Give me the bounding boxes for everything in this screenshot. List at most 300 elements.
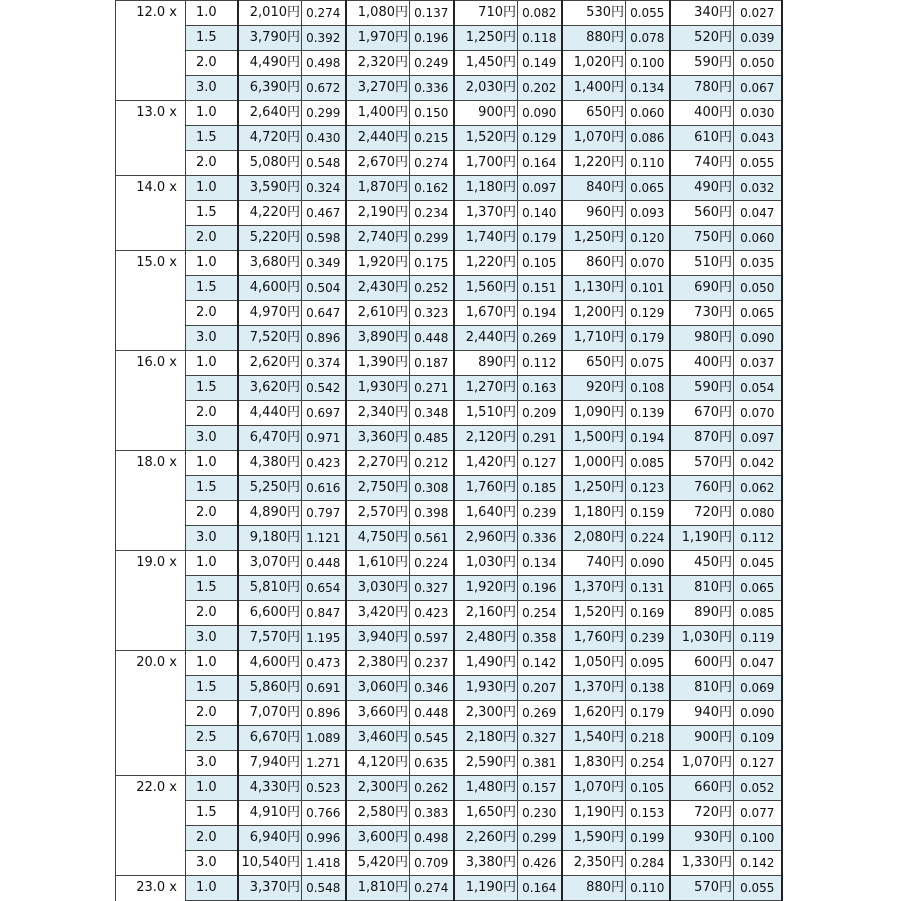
price-cell: 2,160円 (454, 601, 518, 626)
table-row (116, 326, 782, 351)
weight-cell: 0.080 (734, 501, 782, 526)
weight-cell: 0.090 (626, 551, 670, 576)
price-cell: 2,180円 (454, 726, 518, 751)
weight-cell: 0.062 (734, 476, 782, 501)
weight-cell: 0.164 (518, 876, 562, 901)
weight-cell: 0.448 (302, 551, 346, 576)
thickness-cell: 1.5 (186, 801, 238, 826)
price-cell: 960円 (562, 201, 626, 226)
table-row (116, 626, 782, 651)
weight-cell: 0.110 (626, 151, 670, 176)
weight-cell: 0.109 (734, 726, 782, 751)
size-cell (116, 701, 186, 726)
price-cell: 4,970円 (238, 301, 302, 326)
price-cell: 5,220円 (238, 226, 302, 251)
weight-cell: 0.423 (410, 601, 454, 626)
weight-cell: 0.070 (626, 251, 670, 276)
price-cell: 1,180円 (562, 501, 626, 526)
thickness-cell: 1.5 (186, 126, 238, 151)
price-cell: 4,600円 (238, 276, 302, 301)
weight-cell: 0.349 (302, 251, 346, 276)
weight-cell: 0.100 (626, 51, 670, 76)
weight-cell: 0.120 (626, 226, 670, 251)
weight-cell: 1.195 (302, 626, 346, 651)
weight-cell: 0.108 (626, 376, 670, 401)
weight-cell: 0.123 (626, 476, 670, 501)
price-cell: 1,650円 (454, 801, 518, 826)
size-cell: 12.0 x (116, 1, 186, 26)
thickness-cell: 1.0 (186, 451, 238, 476)
weight-cell: 0.097 (518, 176, 562, 201)
weight-cell: 0.164 (518, 151, 562, 176)
price-cell: 920円 (562, 376, 626, 401)
weight-cell: 0.467 (302, 201, 346, 226)
table-row (116, 276, 782, 301)
weight-cell: 0.054 (734, 376, 782, 401)
weight-cell: 0.101 (626, 276, 670, 301)
table-row (116, 301, 782, 326)
size-cell (116, 226, 186, 251)
price-cell: 450円 (670, 551, 734, 576)
price-cell: 1,500円 (562, 426, 626, 451)
size-cell (116, 51, 186, 76)
weight-cell: 0.112 (518, 351, 562, 376)
price-cell: 2,620円 (238, 351, 302, 376)
price-cell: 4,380円 (238, 451, 302, 476)
price-table (115, 0, 783, 901)
weight-cell: 0.709 (410, 851, 454, 876)
price-cell: 860円 (562, 251, 626, 276)
table-row (116, 701, 782, 726)
weight-cell: 0.032 (734, 176, 782, 201)
weight-cell: 0.060 (626, 101, 670, 126)
size-cell (116, 76, 186, 101)
price-cell: 880円 (562, 26, 626, 51)
weight-cell: 0.269 (518, 326, 562, 351)
weight-cell: 0.127 (734, 751, 782, 776)
weight-cell: 0.896 (302, 326, 346, 351)
price-cell: 650円 (562, 351, 626, 376)
weight-cell: 0.082 (518, 1, 562, 26)
price-cell: 2,570円 (346, 501, 410, 526)
weight-cell: 0.047 (734, 201, 782, 226)
size-cell (116, 851, 186, 876)
thickness-cell: 3.0 (186, 626, 238, 651)
weight-cell: 0.127 (518, 451, 562, 476)
weight-cell: 0.383 (410, 801, 454, 826)
table-row (116, 1, 782, 26)
table-row (116, 651, 782, 676)
size-cell: 18.0 x (116, 451, 186, 476)
weight-cell: 0.504 (302, 276, 346, 301)
weight-cell: 0.055 (734, 151, 782, 176)
price-cell: 4,120円 (346, 751, 410, 776)
table-row (116, 351, 782, 376)
price-cell: 4,330円 (238, 776, 302, 801)
price-cell: 2,320円 (346, 51, 410, 76)
weight-cell: 0.616 (302, 476, 346, 501)
size-cell: 13.0 x (116, 101, 186, 126)
price-cell: 570円 (670, 876, 734, 901)
price-cell: 2,350円 (562, 851, 626, 876)
price-cell: 720円 (670, 501, 734, 526)
weight-cell: 0.037 (734, 351, 782, 376)
price-cell: 1,400円 (346, 101, 410, 126)
price-cell: 4,440円 (238, 401, 302, 426)
weight-cell: 0.647 (302, 301, 346, 326)
weight-cell: 0.209 (518, 401, 562, 426)
weight-cell: 0.262 (410, 776, 454, 801)
price-cell: 5,860円 (238, 676, 302, 701)
price-cell: 1,640円 (454, 501, 518, 526)
table-row (116, 251, 782, 276)
weight-cell: 0.485 (410, 426, 454, 451)
price-cell: 2,430円 (346, 276, 410, 301)
weight-cell: 0.252 (410, 276, 454, 301)
price-cell: 900円 (670, 726, 734, 751)
weight-cell: 0.075 (626, 351, 670, 376)
thickness-cell: 2.0 (186, 401, 238, 426)
price-cell: 690円 (670, 276, 734, 301)
weight-cell: 0.523 (302, 776, 346, 801)
weight-cell: 0.896 (302, 701, 346, 726)
thickness-cell: 1.0 (186, 251, 238, 276)
price-cell: 4,910円 (238, 801, 302, 826)
thickness-cell: 1.5 (186, 476, 238, 501)
table-row (116, 451, 782, 476)
price-cell: 3,790円 (238, 26, 302, 51)
weight-cell: 0.105 (626, 776, 670, 801)
size-cell (116, 201, 186, 226)
table-row (116, 126, 782, 151)
weight-cell: 0.597 (410, 626, 454, 651)
weight-cell: 0.027 (734, 1, 782, 26)
price-cell: 5,420円 (346, 851, 410, 876)
weight-cell: 0.448 (410, 326, 454, 351)
price-cell: 3,590円 (238, 176, 302, 201)
weight-cell: 0.299 (518, 826, 562, 851)
weight-cell: 0.269 (518, 701, 562, 726)
price-cell: 2,260円 (454, 826, 518, 851)
price-cell: 1,030円 (454, 551, 518, 576)
price-cell: 760円 (670, 476, 734, 501)
price-cell: 3,270円 (346, 76, 410, 101)
price-cell: 2,120円 (454, 426, 518, 451)
price-cell: 1,370円 (562, 676, 626, 701)
size-cell: 22.0 x (116, 776, 186, 801)
weight-cell: 0.249 (410, 51, 454, 76)
weight-cell: 0.348 (410, 401, 454, 426)
price-cell: 1,670円 (454, 301, 518, 326)
weight-cell: 0.095 (626, 651, 670, 676)
price-cell: 3,620円 (238, 376, 302, 401)
thickness-cell: 2.0 (186, 301, 238, 326)
price-cell: 2,440円 (454, 326, 518, 351)
table-row (116, 676, 782, 701)
price-cell: 670円 (670, 401, 734, 426)
price-cell: 1,610円 (346, 551, 410, 576)
price-cell: 2,640円 (238, 101, 302, 126)
table-row (116, 201, 782, 226)
weight-cell: 0.043 (734, 126, 782, 151)
weight-cell: 0.254 (626, 751, 670, 776)
price-cell: 1,050円 (562, 651, 626, 676)
size-cell (116, 276, 186, 301)
weight-cell: 0.448 (410, 701, 454, 726)
size-cell: 23.0 x (116, 876, 186, 901)
price-cell: 1,080円 (346, 1, 410, 26)
weight-cell: 0.153 (626, 801, 670, 826)
price-cell: 2,590円 (454, 751, 518, 776)
weight-cell: 0.971 (302, 426, 346, 451)
weight-cell: 0.142 (734, 851, 782, 876)
weight-cell: 0.042 (734, 451, 782, 476)
price-cell: 4,750円 (346, 526, 410, 551)
table-row (116, 801, 782, 826)
price-cell: 900円 (454, 101, 518, 126)
thickness-cell: 1.5 (186, 376, 238, 401)
price-cell: 780円 (670, 76, 734, 101)
price-cell: 1,480円 (454, 776, 518, 801)
weight-cell: 0.271 (410, 376, 454, 401)
price-cell: 3,070円 (238, 551, 302, 576)
weight-cell: 0.069 (734, 676, 782, 701)
thickness-cell: 1.5 (186, 576, 238, 601)
size-cell (116, 801, 186, 826)
weight-cell: 0.327 (410, 576, 454, 601)
price-cell: 720円 (670, 801, 734, 826)
weight-cell: 0.381 (518, 751, 562, 776)
thickness-cell: 3.0 (186, 76, 238, 101)
weight-cell: 0.093 (626, 201, 670, 226)
weight-cell: 0.134 (626, 76, 670, 101)
weight-cell: 0.055 (626, 1, 670, 26)
weight-cell: 0.766 (302, 801, 346, 826)
price-cell: 7,940円 (238, 751, 302, 776)
thickness-cell: 2.5 (186, 726, 238, 751)
thickness-cell: 3.0 (186, 526, 238, 551)
weight-cell: 0.112 (734, 526, 782, 551)
weight-cell: 0.254 (518, 601, 562, 626)
price-cell: 1,330円 (670, 851, 734, 876)
weight-cell: 0.274 (410, 151, 454, 176)
table-row (116, 51, 782, 76)
price-cell: 4,600円 (238, 651, 302, 676)
table-row (116, 501, 782, 526)
thickness-cell: 1.0 (186, 651, 238, 676)
size-cell (116, 126, 186, 151)
price-cell: 1,930円 (454, 676, 518, 701)
price-cell: 1,920円 (454, 576, 518, 601)
weight-cell: 0.055 (734, 876, 782, 901)
price-cell: 6,600円 (238, 601, 302, 626)
weight-cell: 0.090 (734, 326, 782, 351)
price-cell: 1,420円 (454, 451, 518, 476)
price-cell: 2,740円 (346, 226, 410, 251)
price-cell: 1,070円 (670, 751, 734, 776)
table-row (116, 526, 782, 551)
price-cell: 6,470円 (238, 426, 302, 451)
weight-cell: 0.196 (518, 576, 562, 601)
weight-cell: 0.047 (734, 651, 782, 676)
weight-cell: 0.308 (410, 476, 454, 501)
price-cell: 730円 (670, 301, 734, 326)
price-cell: 600円 (670, 651, 734, 676)
weight-cell: 0.847 (302, 601, 346, 626)
weight-cell: 0.215 (410, 126, 454, 151)
weight-cell: 0.035 (734, 251, 782, 276)
price-cell: 4,720円 (238, 126, 302, 151)
weight-cell: 0.299 (302, 101, 346, 126)
thickness-cell: 1.5 (186, 26, 238, 51)
weight-cell: 0.374 (302, 351, 346, 376)
price-cell: 2,610円 (346, 301, 410, 326)
price-cell: 940円 (670, 701, 734, 726)
price-cell: 6,670円 (238, 726, 302, 751)
table-row (116, 151, 782, 176)
weight-cell: 0.561 (410, 526, 454, 551)
price-cell: 1,220円 (454, 251, 518, 276)
weight-cell: 0.149 (518, 51, 562, 76)
weight-cell: 0.175 (410, 251, 454, 276)
weight-cell: 0.194 (518, 301, 562, 326)
price-cell: 980円 (670, 326, 734, 351)
price-cell: 7,570円 (238, 626, 302, 651)
weight-cell: 0.542 (302, 376, 346, 401)
weight-cell: 0.327 (518, 726, 562, 751)
size-cell (116, 301, 186, 326)
weight-cell: 0.134 (518, 551, 562, 576)
thickness-cell: 3.0 (186, 851, 238, 876)
price-cell: 400円 (670, 101, 734, 126)
weight-cell: 0.169 (626, 601, 670, 626)
price-cell: 1,760円 (562, 626, 626, 651)
price-cell: 3,420円 (346, 601, 410, 626)
weight-cell: 0.110 (626, 876, 670, 901)
price-cell: 3,030円 (346, 576, 410, 601)
price-cell: 5,080円 (238, 151, 302, 176)
weight-cell: 0.358 (518, 626, 562, 651)
weight-cell: 0.090 (518, 101, 562, 126)
weight-cell: 0.085 (626, 451, 670, 476)
price-cell: 1,520円 (454, 126, 518, 151)
weight-cell: 0.157 (518, 776, 562, 801)
weight-cell: 0.635 (410, 751, 454, 776)
weight-cell: 0.346 (410, 676, 454, 701)
weight-cell: 0.199 (626, 826, 670, 851)
price-cell: 810円 (670, 576, 734, 601)
price-cell: 400円 (670, 351, 734, 376)
price-cell: 1,190円 (562, 801, 626, 826)
size-cell (116, 751, 186, 776)
price-cell: 660円 (670, 776, 734, 801)
weight-cell: 0.237 (410, 651, 454, 676)
price-cell: 1,930円 (346, 376, 410, 401)
price-cell: 1,220円 (562, 151, 626, 176)
weight-cell: 0.398 (410, 501, 454, 526)
weight-cell: 0.065 (734, 576, 782, 601)
weight-cell: 0.179 (518, 226, 562, 251)
price-cell: 2,340円 (346, 401, 410, 426)
table-row (116, 176, 782, 201)
thickness-cell: 1.0 (186, 876, 238, 901)
thickness-cell: 1.5 (186, 676, 238, 701)
price-cell: 6,940円 (238, 826, 302, 851)
price-cell: 1,870円 (346, 176, 410, 201)
price-cell: 2,670円 (346, 151, 410, 176)
price-cell: 1,510円 (454, 401, 518, 426)
table-row (116, 576, 782, 601)
price-cell: 590円 (670, 51, 734, 76)
price-cell: 930円 (670, 826, 734, 851)
price-cell: 490円 (670, 176, 734, 201)
weight-cell: 0.218 (626, 726, 670, 751)
price-cell: 3,940円 (346, 626, 410, 651)
price-cell: 1,400円 (562, 76, 626, 101)
price-cell: 1,190円 (454, 876, 518, 901)
thickness-cell: 2.0 (186, 226, 238, 251)
price-cell: 880円 (562, 876, 626, 901)
price-cell: 2,480円 (454, 626, 518, 651)
price-cell: 1,740円 (454, 226, 518, 251)
price-cell: 1,190円 (670, 526, 734, 551)
price-cell: 1,070円 (562, 776, 626, 801)
weight-cell: 0.274 (302, 1, 346, 26)
price-cell: 840円 (562, 176, 626, 201)
weight-cell: 0.151 (518, 276, 562, 301)
price-cell: 9,180円 (238, 526, 302, 551)
price-cell: 520円 (670, 26, 734, 51)
weight-cell: 0.291 (518, 426, 562, 451)
price-cell: 650円 (562, 101, 626, 126)
size-cell (116, 826, 186, 851)
size-cell (116, 326, 186, 351)
weight-cell: 0.224 (626, 526, 670, 551)
weight-cell: 0.086 (626, 126, 670, 151)
table-row (116, 401, 782, 426)
weight-cell: 0.324 (302, 176, 346, 201)
price-cell: 1,130円 (562, 276, 626, 301)
weight-cell: 0.067 (734, 76, 782, 101)
thickness-cell: 2.0 (186, 601, 238, 626)
weight-cell: 0.140 (518, 201, 562, 226)
weight-cell: 0.423 (302, 451, 346, 476)
weight-cell: 0.085 (734, 601, 782, 626)
weight-cell: 0.052 (734, 776, 782, 801)
table-row (116, 26, 782, 51)
table-row (116, 826, 782, 851)
size-cell (116, 526, 186, 551)
price-cell: 1,390円 (346, 351, 410, 376)
weight-cell: 0.672 (302, 76, 346, 101)
weight-cell: 0.065 (626, 176, 670, 201)
price-cell: 340円 (670, 1, 734, 26)
weight-cell: 0.336 (518, 526, 562, 551)
price-cell: 1,180円 (454, 176, 518, 201)
thickness-cell: 1.0 (186, 1, 238, 26)
size-cell (116, 676, 186, 701)
price-cell: 1,490円 (454, 651, 518, 676)
size-cell: 16.0 x (116, 351, 186, 376)
size-cell (116, 426, 186, 451)
price-cell: 610円 (670, 126, 734, 151)
weight-cell: 0.050 (734, 51, 782, 76)
thickness-cell: 1.0 (186, 101, 238, 126)
price-cell: 1,970円 (346, 26, 410, 51)
price-cell: 1,370円 (454, 201, 518, 226)
weight-cell: 0.030 (734, 101, 782, 126)
weight-cell: 1.089 (302, 726, 346, 751)
